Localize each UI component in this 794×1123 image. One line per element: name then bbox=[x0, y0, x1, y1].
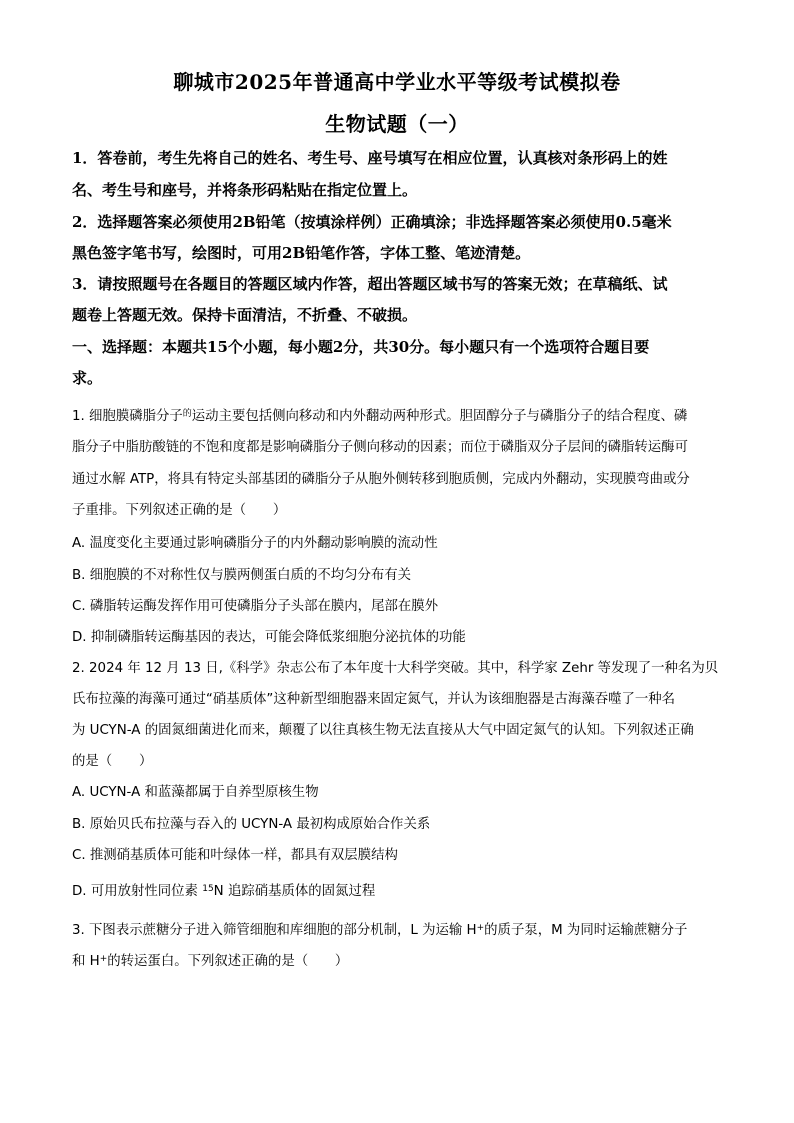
question-1-option-d: D. 抑制磷脂转运酶基因的表达，可能会降低浆细胞分泌抗体的功能 bbox=[72, 630, 466, 645]
proton-charge-sup-2: + bbox=[99, 954, 108, 964]
question-1-option-a: A. 温度变化主要通过影响磷脂分子的内外翻动影响膜的流动性 bbox=[72, 536, 438, 551]
question-2-line-2: 氏布拉藻的海藻可通过“硝基质体”这种新型细胞器来固定氮气，并认为该细胞器是古海藻吞噬了一种名 bbox=[72, 692, 676, 707]
question-3-text-a: 3. 下图表示蔗糖分子进入筛管细胞和库细胞的部分机制，L 为运输 H bbox=[72, 923, 477, 938]
question-2-option-d-text-a: D. 可用放射性同位素 bbox=[72, 884, 203, 899]
question-1-sup: 的 bbox=[182, 409, 192, 419]
question-2-line-3: 为 UCYN-A 的固氮细菌进化而来，颠覆了以往真核生物无法直接从大气中固定氮气的认知。下列叙述正确 bbox=[72, 723, 694, 738]
instruction-3-line-1: 3．请按照题号在各题目的答题区域内作答，超出答题区域书写的答案无效；在草稿纸、试 bbox=[72, 275, 668, 293]
exam-subtitle: 生物试题（一） bbox=[325, 112, 469, 136]
question-2-option-b: B. 原始贝氏布拉藻与吞入的 UCYN-A 最初构成原始合作关系 bbox=[72, 817, 431, 832]
isotope-mass-number: 15 bbox=[202, 884, 214, 894]
question-3-line-2 bbox=[72, 952, 732, 972]
question-2-option-d-text-b: N 追踪硝基质体的固氮过程 bbox=[213, 884, 376, 899]
instruction-1-line-1: 1．答卷前，考生先将自己的姓名、考生号、座号填写在相应位置，认真核对条形码上的姓 bbox=[72, 149, 668, 167]
question-3-line-2-text-b: 的转运蛋白。下列叙述正确的是（ ） bbox=[107, 954, 349, 969]
question-1-text-b: 运动主要包括侧向移动和内外翻动两种形式。胆固醇分子与磷脂分子的结合程度、磷 bbox=[191, 409, 688, 424]
instruction-3-line-2: 题卷上答题无效。保持卡面清洁，不折叠、不破损。 bbox=[72, 306, 418, 324]
instruction-1-line-2: 名、考生号和座号，并将条形码粘贴在指定位置上。 bbox=[72, 181, 418, 199]
question-3-line-1 bbox=[72, 921, 732, 941]
question-2-option-d bbox=[72, 882, 732, 902]
section-heading-line-2: 求。 bbox=[72, 369, 103, 387]
question-3-text-b: 的质子泵，M 为同时运输蔗糖分子 bbox=[484, 923, 688, 938]
question-1-line-4: 子重排。下列叙述正确的是（ ） bbox=[72, 503, 287, 518]
question-1-option-b: B. 细胞膜的不对称性仅与膜两侧蛋白质的不均匀分布有关 bbox=[72, 568, 412, 583]
question-1-line-2: 脂分子中脂肪酸链的不饱和度都是影响磷脂分子侧向移动的因素；而位于磷脂双分子层间的磷脂转运酶可 bbox=[72, 440, 688, 455]
question-1-line-3: 通过水解 ATP，将具有特定头部基团的磷脂分子从胞外侧转移到胞质侧，完成内外翻动，实现膜弯曲或分 bbox=[72, 472, 690, 487]
question-1-line-1 bbox=[72, 407, 732, 427]
question-1-text-a: 1. 细胞膜磷脂分子 bbox=[72, 409, 183, 424]
question-1-option-c: C. 磷脂转运酶发挥作用可使磷脂分子头部在膜内，尾部在膜外 bbox=[72, 599, 439, 614]
proton-charge-sup: + bbox=[476, 923, 485, 933]
instruction-2-line-1: 2．选择题答案必须使用2B铅笔（按填涂样例）正确填涂；非选择题答案必须使用0.5毫米 bbox=[72, 213, 672, 231]
section-heading-line-1: 一、选择题：本题共15个小题，每小题2分，共30分。每小题只有一个选项符合题目要 bbox=[72, 338, 650, 356]
question-2-line-4: 的是（ ） bbox=[72, 754, 153, 769]
question-2-option-c: C. 推测硝基质体可能和叶绿体一样，都具有双层膜结构 bbox=[72, 848, 398, 863]
exam-title: 聊城市2025年普通高中学业水平等级考试模拟卷 bbox=[173, 70, 621, 94]
instruction-2-line-2: 黑色签字笔书写，绘图时，可用2B铅笔作答，字体工整、笔迹清楚。 bbox=[72, 244, 531, 262]
question-2-option-a: A. UCYN-A 和蓝藻都属于自养型原核生物 bbox=[72, 785, 319, 800]
question-3-line-2-text-a: 和 H bbox=[72, 954, 100, 969]
question-2-line-1: 2. 2024 年 12 月 13 日,《科学》杂志公布了本年度十大科学突破。其中，科学家 Zehr 等发现了一种名为贝 bbox=[72, 661, 719, 676]
